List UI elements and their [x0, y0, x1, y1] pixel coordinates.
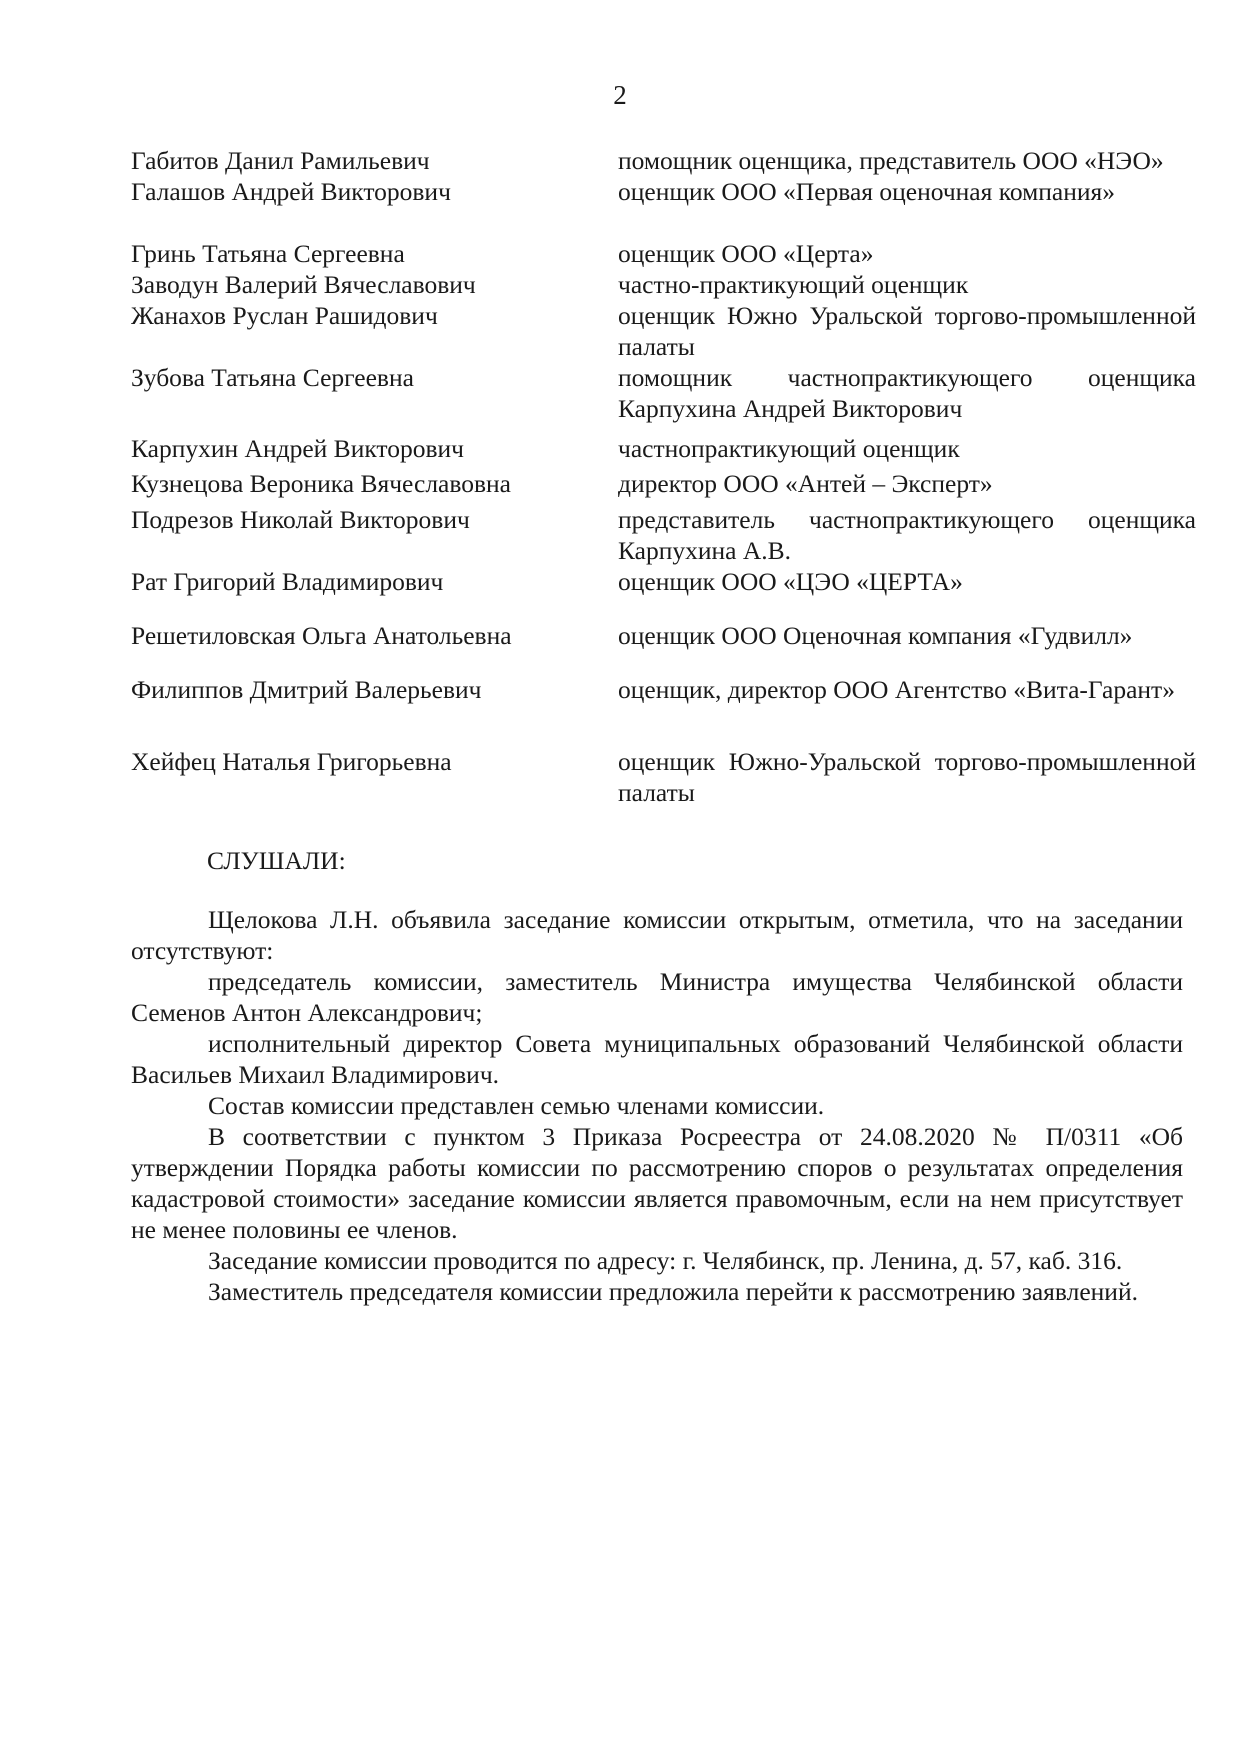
- attendee-name: Подрезов Николай Викторович: [131, 505, 470, 534]
- attendee-name: Габитов Данил Рамильевич: [131, 146, 430, 175]
- attendee-role: помощник оценщика, представитель ООО «НЭО»: [618, 146, 1164, 175]
- page-number: 2: [613, 80, 627, 110]
- attendee-name: Жанахов Руслан Рашидович: [131, 301, 438, 330]
- attendee-role: оценщик, директор ООО Агентство «Вита-Гарант»: [618, 675, 1175, 704]
- paragraph: исполнительный директор Совета муниципальных образований Челябинской области Васильев Михаил Владимирович.: [131, 1029, 1183, 1089]
- attendee-name: Карпухин Андрей Викторович: [131, 434, 464, 463]
- attendee-name: Галашов Андрей Викторович: [131, 177, 451, 206]
- attendee-role: помощник частнопрактикующего оценщика Карпухина Андрей Викторович: [618, 363, 1196, 423]
- attendee-name: Рат Григорий Владимирович: [131, 567, 444, 596]
- attendee-role: оценщик ООО «Церта»: [618, 239, 874, 268]
- paragraph: Заместитель председателя комиссии предложила перейти к рассмотрению заявлений.: [208, 1277, 1138, 1306]
- paragraph: Заседание комиссии проводится по адресу: г. Челябинск, пр. Ленина, д. 57, каб. 316.: [208, 1246, 1123, 1275]
- attendee-name: Зубова Татьяна Сергеевна: [131, 363, 414, 392]
- attendee-name: Кузнецова Вероника Вячеславовна: [131, 469, 511, 498]
- section-heading: СЛУШАЛИ:: [207, 846, 346, 875]
- attendee-role: оценщик ООО «Первая оценочная компания»: [618, 177, 1115, 206]
- paragraph: Щелокова Л.Н. объявила заседание комиссии открытым, отметила, что на заседании отсутствуют:: [131, 905, 1183, 965]
- attendee-name: Гринь Татьяна Сергеевна: [131, 239, 405, 268]
- minutes-body: [131, 904, 1183, 1307]
- attendee-role: директор ООО «Антей – Эксперт»: [618, 469, 993, 498]
- attendee-role: частнопрактикующий оценщик: [618, 434, 960, 463]
- attendee-role: оценщик Южно Уральской торгово-промышленной палаты: [618, 301, 1196, 361]
- attendee-role: представитель частнопрактикующего оценщика Карпухина А.В.: [618, 505, 1196, 565]
- attendee-role: оценщик Южно-Уральской торгово-промышленной палаты: [618, 747, 1196, 807]
- attendee-role: оценщик ООО «ЦЭО «ЦЕРТА»: [618, 567, 963, 596]
- paragraph: В соответствии с пунктом 3 Приказа Росреестра от 24.08.2020 № П/0311 «Об утверждении Порядка работы комиссии по рассмотрению споров о результатах определения кадастровой стоимости» заседание комиссии является правомочным, если на нем присутствует не менее половины ее членов.: [131, 1122, 1183, 1244]
- attendee-name: Решетиловская Ольга Анатольевна: [131, 621, 512, 650]
- attendee-role: частно-практикующий оценщик: [618, 270, 969, 299]
- attendee-name: Хейфец Наталья Григорьевна: [131, 747, 452, 776]
- attendee-role: оценщик ООО Оценочная компания «Гудвилл»: [618, 621, 1133, 650]
- paragraph: Состав комиссии представлен семью членами комиссии.: [208, 1091, 825, 1120]
- attendee-name: Заводун Валерий Вячеславович: [131, 270, 476, 299]
- paragraph: председатель комиссии, заместитель Министра имущества Челябинской области Семенов Антон Александрович;: [131, 967, 1183, 1027]
- attendee-name: Филиппов Дмитрий Валерьевич: [131, 675, 482, 704]
